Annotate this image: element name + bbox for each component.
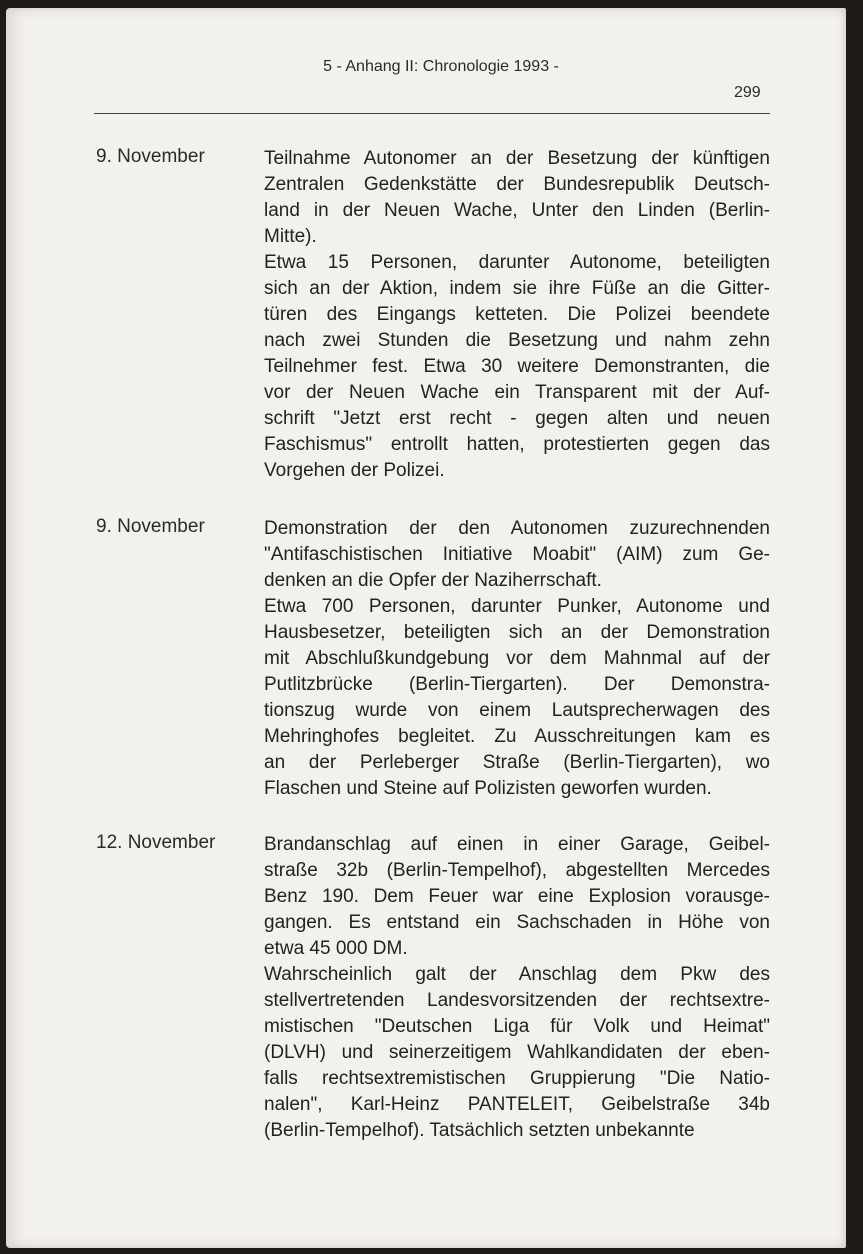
text-line: "Antifaschistischen Initiative Moabit" (AIM) zum Ge- [264, 544, 770, 565]
paragraph [264, 250, 770, 484]
text-line: Brandanschlag auf einen in einer Garage, Geibel- [264, 834, 770, 855]
text-line: denken an die Opfer der Naziherrschaft. [264, 570, 602, 591]
text-line: land in der Neuen Wache, Unter den Linden (Berlin- [264, 200, 770, 221]
text-line: Mitte). [264, 226, 317, 247]
paragraph [264, 832, 770, 962]
paragraph [264, 594, 770, 802]
entry-date: 12. November [96, 832, 216, 853]
paragraph [264, 516, 770, 594]
entry-text [264, 832, 770, 1144]
text-line: Flaschen und Steine auf Polizisten geworfen wurden. [264, 778, 712, 799]
text-line: vor der Neuen Wache ein Transparent mit der Auf- [264, 382, 770, 403]
header-rule [94, 113, 770, 114]
text-line: Hausbesetzer, beteiligten sich an der Demonstration [264, 622, 770, 643]
text-line: stellvertretenden Landesvorsitzenden der rechtsextre- [264, 990, 770, 1011]
text-line: etwa 45 000 DM. [264, 938, 408, 959]
text-line: türen des Eingangs ketteten. Die Polizei beendete [264, 304, 770, 325]
running-title: 5 - Anhang II: Chronologie 1993 - [323, 58, 559, 75]
entry-date: 9. November [96, 146, 205, 167]
text-line: mistischen "Deutschen Liga für Volk und Heimat" [264, 1016, 770, 1037]
text-line: straße 32b (Berlin-Tempelhof), abgestellten Mercedes [264, 860, 770, 881]
text-line: mit Abschlußkundgebung vor dem Mahnmal auf der [264, 648, 770, 669]
text-line: falls rechtsextremistischen Gruppierung "Die Natio- [264, 1068, 770, 1089]
page-number: 299 [734, 84, 761, 101]
text-line: Vorgehen der Polizei. [264, 460, 445, 481]
book-page [6, 8, 846, 1248]
text-line: schrift "Jetzt erst recht - gegen alten und neuen [264, 408, 770, 429]
text-line: sich an der Aktion, indem sie ihre Füße an die Gitter- [264, 278, 770, 299]
text-line: Teilnehmer fest. Etwa 30 weitere Demonstranten, die [264, 356, 770, 377]
text-line: Benz 190. Dem Feuer war eine Explosion vorausge- [264, 886, 770, 907]
text-line: an der Perleberger Straße (Berlin-Tiergarten), wo [264, 752, 770, 773]
text-line: nalen", Karl-Heinz PANTELEIT, Geibelstraße 34b [264, 1094, 770, 1115]
text-line: Faschismus" entrollt hatten, protestierten gegen das [264, 434, 770, 455]
text-line: gangen. Es entstand ein Sachschaden in Höhe von [264, 912, 770, 933]
entry-date: 9. November [96, 516, 205, 537]
text-line: (Berlin-Tempelhof). Tatsächlich setzten unbekannte [264, 1120, 695, 1141]
text-line: Etwa 15 Personen, darunter Autonome, beteiligten [264, 252, 770, 273]
text-line: nach zwei Stunden die Besetzung und nahm zehn [264, 330, 770, 351]
text-line: Wahrscheinlich galt der Anschlag dem Pkw des [264, 964, 770, 985]
text-line: Etwa 700 Personen, darunter Punker, Autonome und [264, 596, 770, 617]
text-line: Zentralen Gedenkstätte der Bundesrepublik Deutsch- [264, 174, 770, 195]
text-line: Demonstration der den Autonomen zuzurechnenden [264, 518, 770, 539]
text-line: Mehringhofes begleitet. Zu Ausschreitungen kam es [264, 726, 770, 747]
text-line: Putlitzbrücke (Berlin-Tiergarten). Der Demonstra- [264, 674, 770, 695]
paragraph [264, 962, 770, 1144]
paragraph [264, 146, 770, 250]
entry-text [264, 146, 770, 484]
text-line: tionszug wurde von einem Lautsprecherwagen des [264, 700, 770, 721]
entry-text [264, 516, 770, 802]
text-line: (DLVH) und seinerzeitigem Wahlkandidaten der eben- [264, 1042, 770, 1063]
text-line: Teilnahme Autonomer an der Besetzung der künftigen [264, 148, 770, 169]
